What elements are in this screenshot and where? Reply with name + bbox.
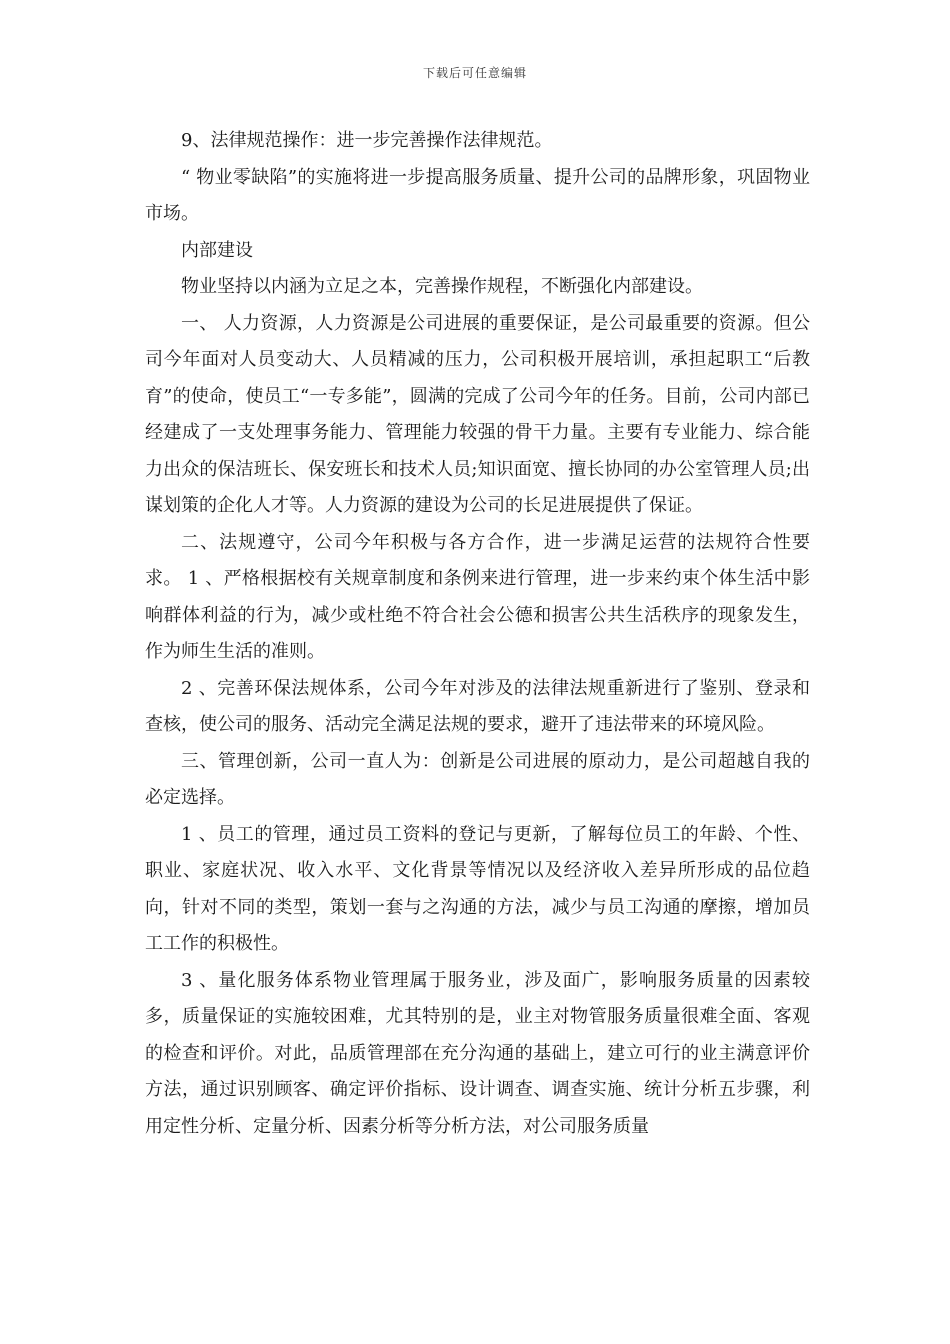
paragraph-legal-standard: 9、法律规范操作：进一步完善操作法律规范。 (181, 130, 553, 151)
paragraph-environmental-regulations: 2 、完善环保法规体系，公司今年对涉及的法律法规重新进行了鉴别、登录和查核，使公司的服务、活动完全满足法规的要求，避开了违法带来的环境风险。 (145, 677, 810, 735)
section-heading-internal-construction: 内部建设 (181, 239, 253, 261)
paragraph-employee-management: 1 、员工的管理，通过员工资料的登记与更新，了解每位员工的年龄、个性、职业、家庭状况、收入水平、文化背景等情况以及经济收入差异所形成的品位趋向，针对不同的类型，策划一套与之沟通的方法，减少与员工沟通的摩擦，增加员工工作的积极性。 (145, 823, 810, 954)
header-note: 下载后可任意编辑 (422, 66, 527, 80)
paragraph-zero-defect: “ 物业零缺陷”的实施将进一步提高服务质量、提升公司的品牌形象，巩固物业市场。 (145, 166, 810, 224)
paragraph-management-innovation: 三、管理创新，公司一直人为：创新是公司进展的原动力，是公司超越自我的必定选择。 (145, 750, 810, 808)
paragraph-regulation-compliance: 二、法规遵守，公司今年积极与各方合作，进一步满足运营的法规符合性要求。 1 、严格根据校有关规章制度和条例来进行管理，进一步来约束个体生活中影响群体利益的行为，减少或杜绝不符合社会公德和损害公共生活秩序的现象发生，作为师生生活的准则。 (145, 531, 810, 662)
paragraph-internal-intro: 物业坚持以内涵为立足之本，完善操作规程，不断强化内部建设。 (181, 276, 703, 297)
paragraph-human-resources: 一、 人力资源，人力资源是公司进展的重要保证，是公司最重要的资源。但公司今年面对人员变动大、人员精减的压力，公司积极开展培训，承担起职工“后教育”的使命，使员工“一专多能”，圆满的完成了公司今年的任务。目前，公司内部已经建成了一支处理事务能力、管理能力较强的骨干力量。主要有专业能力、综合能力出众的保洁班长、保安班长和技术人员;知识面宽、擅长协同的办公室管理人员;出谋划策的企化人才等。人力资源的建设为公司的长足进展提供了保证。 (145, 312, 810, 516)
document-body (145, 123, 810, 1145)
paragraph-quantified-service: 3 、量化服务体系物业管理属于服务业，涉及面广，影响服务质量的因素较多，质量保证的实施较困难，尤其特别的是，业主对物管服务质量很难全面、客观的检查和评价。对此，品质管理部在充分沟通的基础上，建立可行的业主满意评价方法，通过识别顾客、确定评价指标、设计调查、调查实施、统计分析五步骤，利用定性分析、定量分析、因素分析等分析方法，对公司服务质量 (145, 969, 810, 1137)
